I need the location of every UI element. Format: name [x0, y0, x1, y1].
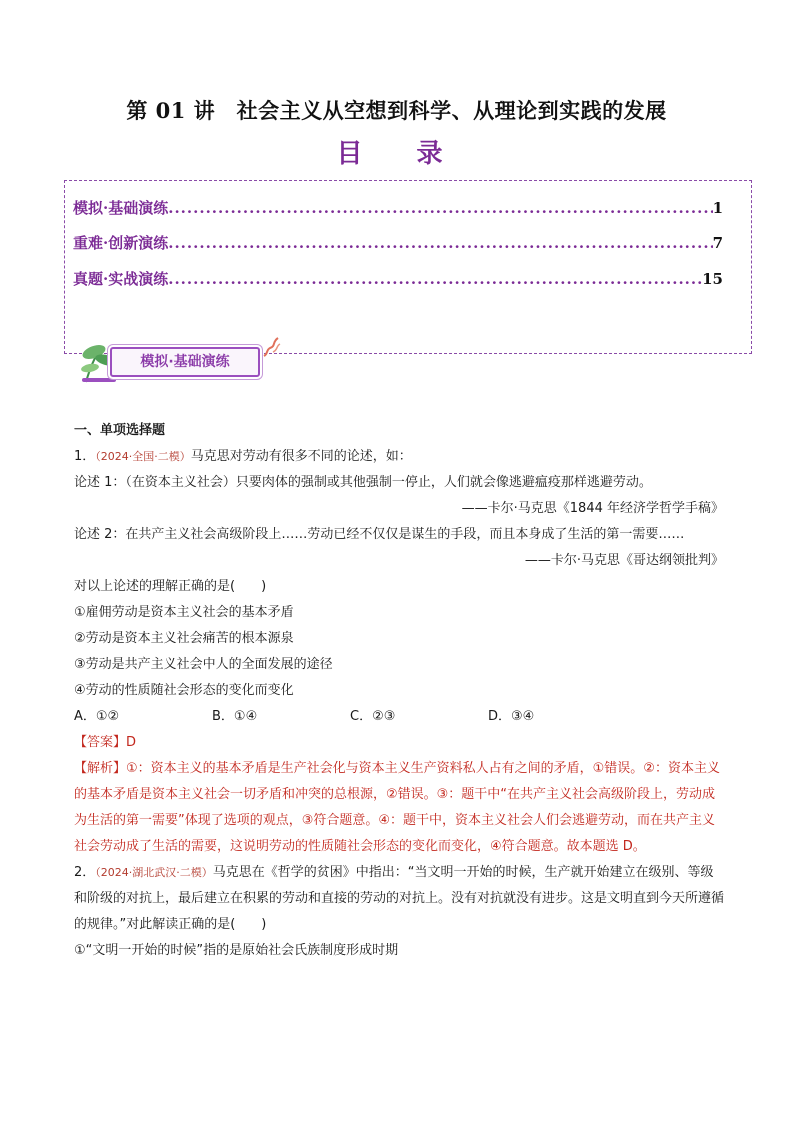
question-source: （2024·湖北武汉·二模） [95, 866, 213, 879]
question-2-stem [74, 860, 724, 938]
toc-leader-dots [168, 270, 702, 288]
question-number: 2． [74, 865, 96, 880]
toc-entry-label: 模拟·基础演练 [73, 199, 169, 217]
option-d[interactable]: D．③④ [488, 709, 535, 724]
section-banner [80, 336, 280, 386]
question-stem-text: 马克思对劳动有很多不同的论述，如： [190, 449, 412, 464]
citation-2: ——卡尔·马克思《哥达纲领批判》 [524, 553, 724, 568]
quote-2: 论述 2：在共产主义社会高级阶段上……劳动已经不仅仅是谋生的手段，而且本身成了生活的第一需要…… [74, 527, 685, 542]
question-content [74, 418, 724, 964]
toc-entry-label: 重难·创新演练 [73, 234, 169, 252]
toc-leader-dots [168, 199, 712, 217]
toc-entry-page: 1 [712, 199, 723, 217]
quote-1: 论述 1：（在资本主义社会）只要肉体的强制或其他强制一停止，人们就会像逃避瘟疫那样逃避劳动。 [74, 475, 652, 490]
analysis-text: 【解析】①：资本主义的基本矛盾是生产社会化与资本主义生产资料私人占有之间的矛盾，①错误。②：资本主义的基本矛盾是资本主义社会一切矛盾和冲突的总根源，②错误。③：题干中“在共产主义社会高级阶段上，劳动成为生活的第一需要”体现了选项的观点，③符合题意。④：题干中，资本主义社会人们会逃避劳动，而在共产主义社会劳动成了生活的需要，这说明劳动的性质随社会形态的变化而变化，④符合题意。故本题选 D。 [74, 761, 720, 854]
answer-label: 【答案】D [74, 735, 137, 750]
question-1-stem [74, 444, 724, 470]
question-prompt: 对以上论述的理解正确的是( ) [74, 579, 267, 594]
statement: ①雇佣劳动是资本主义社会的基本矛盾 [74, 605, 294, 620]
table-of-contents [64, 180, 752, 354]
banner-plate [110, 347, 260, 377]
option-a[interactable]: A．①② [74, 709, 120, 724]
toc-entry-page: 15 [702, 270, 723, 288]
banner-label: 模拟·基础演练 [140, 354, 230, 370]
section-heading: 一、单项选择题 [74, 423, 166, 438]
citation-1: ——卡尔·马克思《1844 年经济学哲学手稿》 [461, 501, 724, 516]
page-title: 第 01 讲 社会主义从空想到科学、从理论到实践的发展 [126, 98, 667, 123]
question-stem-text: 马克思在《哲学的贫困》中指出：“当文明一开始的时候，生产就开始建立在级别、等级和阶级的对抗上，最后建立在积累的劳动和直接的劳动的对抗上。没有对抗就没有进步。这是文明直到今天所遵循的规律。”对此解读正确的是( ) [74, 865, 725, 932]
toc-entry[interactable] [73, 268, 723, 292]
option-c[interactable]: C．②③ [350, 709, 396, 724]
swirl-decoration-icon [262, 336, 282, 358]
question-number: 1． [74, 449, 96, 464]
toc-entry-page: 7 [712, 234, 723, 252]
statement: ②劳动是资本主义社会痛苦的根本源泉 [74, 631, 294, 646]
option-b[interactable]: B．①④ [212, 709, 258, 724]
toc-heading: 目 录 [336, 139, 457, 169]
question-source: （2024·全国·二模） [95, 450, 191, 463]
toc-entry-label: 真题·实战演练 [73, 270, 169, 288]
toc-entry[interactable] [73, 232, 723, 256]
toc-entry[interactable] [73, 197, 723, 221]
statement: ③劳动是共产主义社会中人的全面发展的途径 [74, 657, 333, 672]
answer-options [74, 704, 724, 730]
statement: ④劳动的性质随社会形态的变化而变化 [74, 683, 294, 698]
statement: ①“文明一开始的时候”指的是原始社会氏族制度形成时期 [74, 943, 399, 958]
toc-leader-dots [168, 234, 712, 252]
